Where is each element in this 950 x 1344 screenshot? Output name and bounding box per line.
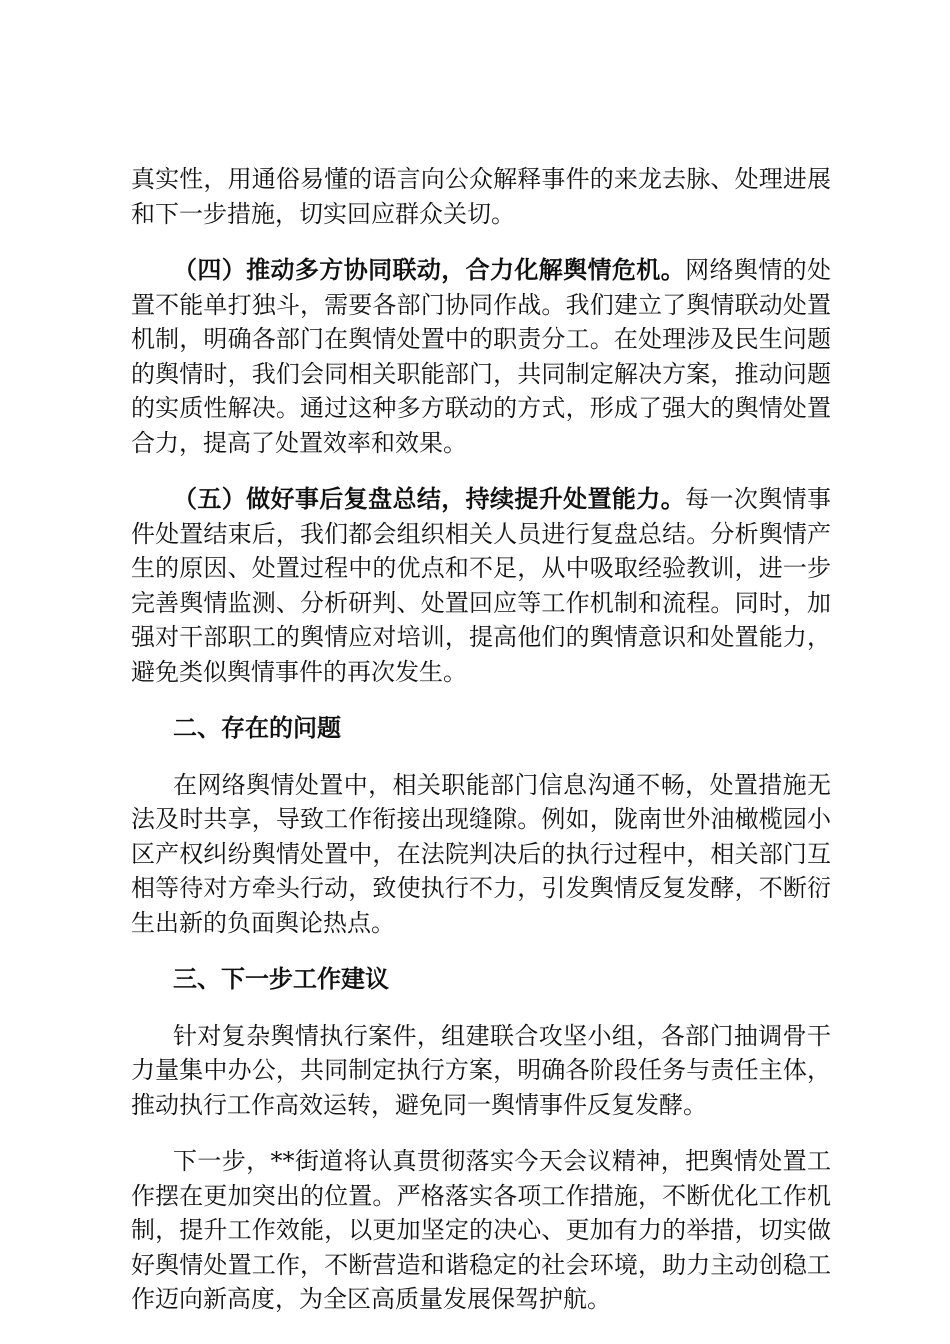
closing-paragraph: [131, 1144, 831, 1317]
continuation-text: 真实性，用通俗易懂的语言向公众解释事件的来龙去脉、处理进展和下一步措施，切实回应群众关切。: [131, 165, 831, 228]
problems-paragraph: [131, 768, 831, 941]
heading-problems: 二、存在的问题: [173, 713, 341, 742]
section-5-body: 每一次舆情事件处置结束后，我们都会组织相关人员进行复盘总结。分析舆情产生的原因、处置过程中的优点和不足，从中吸取经验教训，进一步完善舆情监测、分析研判、处置回应等工作机制和流程。同时，加强对干部职工的舆情应对培训，提高他们的舆情意识和处置能力，避免类似舆情事件的再次发生。: [131, 485, 832, 686]
suggestion-text: 针对复杂舆情执行案件，组建联合攻坚小组，各部门抽调骨干力量集中办公，共同制定执行方案，明确各阶段任务与责任主体，推动执行工作高效运转，避免同一舆情事件反复发酵。: [131, 1021, 831, 1119]
heading-suggestions: 三、下一步工作建议: [173, 964, 389, 993]
section-5-lead: （五）做好事后复盘总结，持续提升处置能力。: [173, 484, 686, 513]
continuation-paragraph: [131, 162, 831, 231]
problems-text: 在网络舆情处置中，相关职能部门信息沟通不畅，处置措施无法及时共享，导致工作衔接出现缝隙。例如，陇南世外油橄榄园小区产权纠纷舆情处置中，在法院判决后的执行过程中，相关部门互相等待对方牵头行动，致使执行不力，引发舆情反复发酵，不断衍生出新的负面舆论热点。: [131, 770, 831, 937]
section-5-paragraph: [131, 482, 831, 689]
section-4-body: 网络舆情的处置不能单打独斗，需要各部门协同作战。我们建立了舆情联动处置机制，明确各部门在舆情处置中的职责分工。在处理涉及民生问题的舆情时，我们会同相关职能部门，共同制定解决方案，推动问题的实质性解决。通过这种多方联动的方式，形成了强大的舆情处置合力，提高了处置效率和效果。: [131, 256, 832, 457]
section-4-lead: （四）推动多方协同联动，合力化解舆情危机。: [173, 255, 686, 284]
document-body: [131, 162, 831, 1339]
suggestion-paragraph: [131, 1019, 831, 1123]
section-4-paragraph: [131, 253, 831, 460]
closing-text: 下一步，**街道将认真贯彻落实今天会议精神，把舆情处置工作摆在更加突出的位置。严格落实各项工作措施，不断优化工作机制，提升工作效能，以更加坚定的决心、更加有力的举措，切实做好舆情处置工作，不断营造和谐稳定的社会环境，助力主动创稳工作迈向新高度，为全区高质量发展保驾护航。: [131, 1147, 831, 1313]
